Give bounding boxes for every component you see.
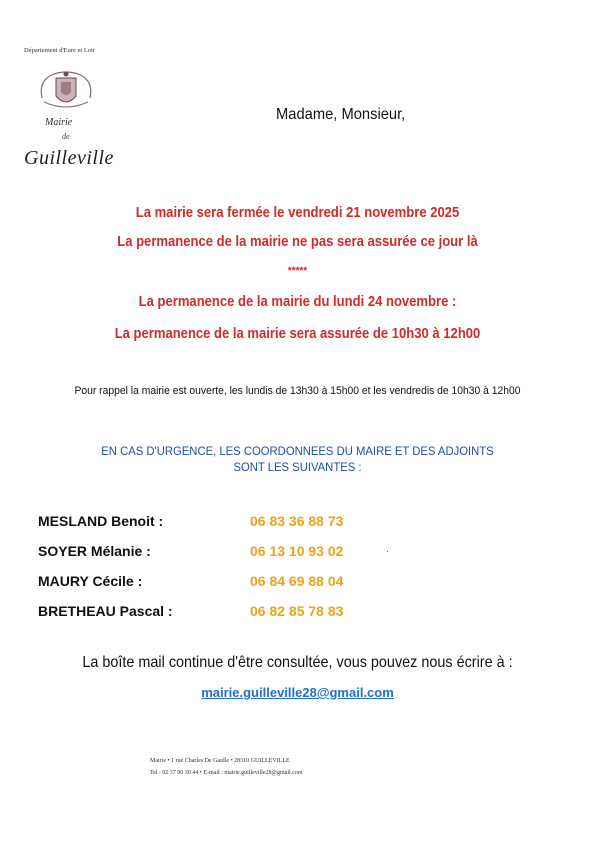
contact-phone: 06 83 36 88 73 xyxy=(250,513,344,529)
contact-name: MESLAND Benoit : xyxy=(38,513,164,529)
urgent-heading-line-1: EN CAS D'URGENCE, LES COORDONNEES DU MAIRE ET DES ADJOINTS xyxy=(101,444,494,458)
urgent-heading-line-2: SONT LES SUIVANTES : xyxy=(233,460,362,474)
notice-line-3: La permanence de la mairie du lundi 24 novembre : xyxy=(138,294,457,310)
logo-town-name: Guilleville xyxy=(24,147,114,169)
salutation: Madame, Monsieur, xyxy=(276,106,406,123)
department-label: Département d'Eure et Loir xyxy=(24,47,96,54)
notice-line-2: La permanence de la mairie ne pas sera assurée ce jour là xyxy=(117,234,478,250)
logo-mairie-text: Mairie xyxy=(45,117,73,128)
contact-name: BRETHEAU Pascal : xyxy=(38,603,173,619)
stray-dot: . xyxy=(386,544,389,555)
notice-separator: ***** xyxy=(287,265,308,277)
contact-name: SOYER Mélanie : xyxy=(38,543,151,559)
contact-phone: 06 84 69 88 04 xyxy=(250,573,344,589)
logo-de-text: de xyxy=(62,132,70,141)
footer-contact: Tel : 02 37 90 30 44 • E-mail : mairie.guilleville28@gmail.com xyxy=(150,770,303,776)
mail-note: La boîte mail continue d'être consultée, vous pouvez nous écrire à : xyxy=(82,654,513,671)
email-link[interactable]: mairie.guilleville28@gmail.com xyxy=(201,685,394,700)
notice-line-4: La permanence de la mairie sera assurée de 10h30 à 12h00 xyxy=(114,326,481,342)
footer-address: Mairie • 1 rue Charles De Gaulle • 28310 GUILLEVILLE xyxy=(150,758,290,764)
opening-hours-reminder: Pour rappel la mairie est ouverte, les lundis de 13h30 à 15h00 et les vendredis de 10h30 à 12h00 xyxy=(74,385,521,397)
coat-of-arms-icon xyxy=(34,68,98,114)
email-container xyxy=(0,684,595,702)
notice-line-1: La mairie sera fermée le vendredi 21 novembre 2025 xyxy=(135,205,460,221)
contact-phone: 06 13 10 93 02 xyxy=(250,543,344,559)
contact-phone: 06 82 85 78 83 xyxy=(250,603,344,619)
contact-name: MAURY Cécile : xyxy=(38,573,143,589)
